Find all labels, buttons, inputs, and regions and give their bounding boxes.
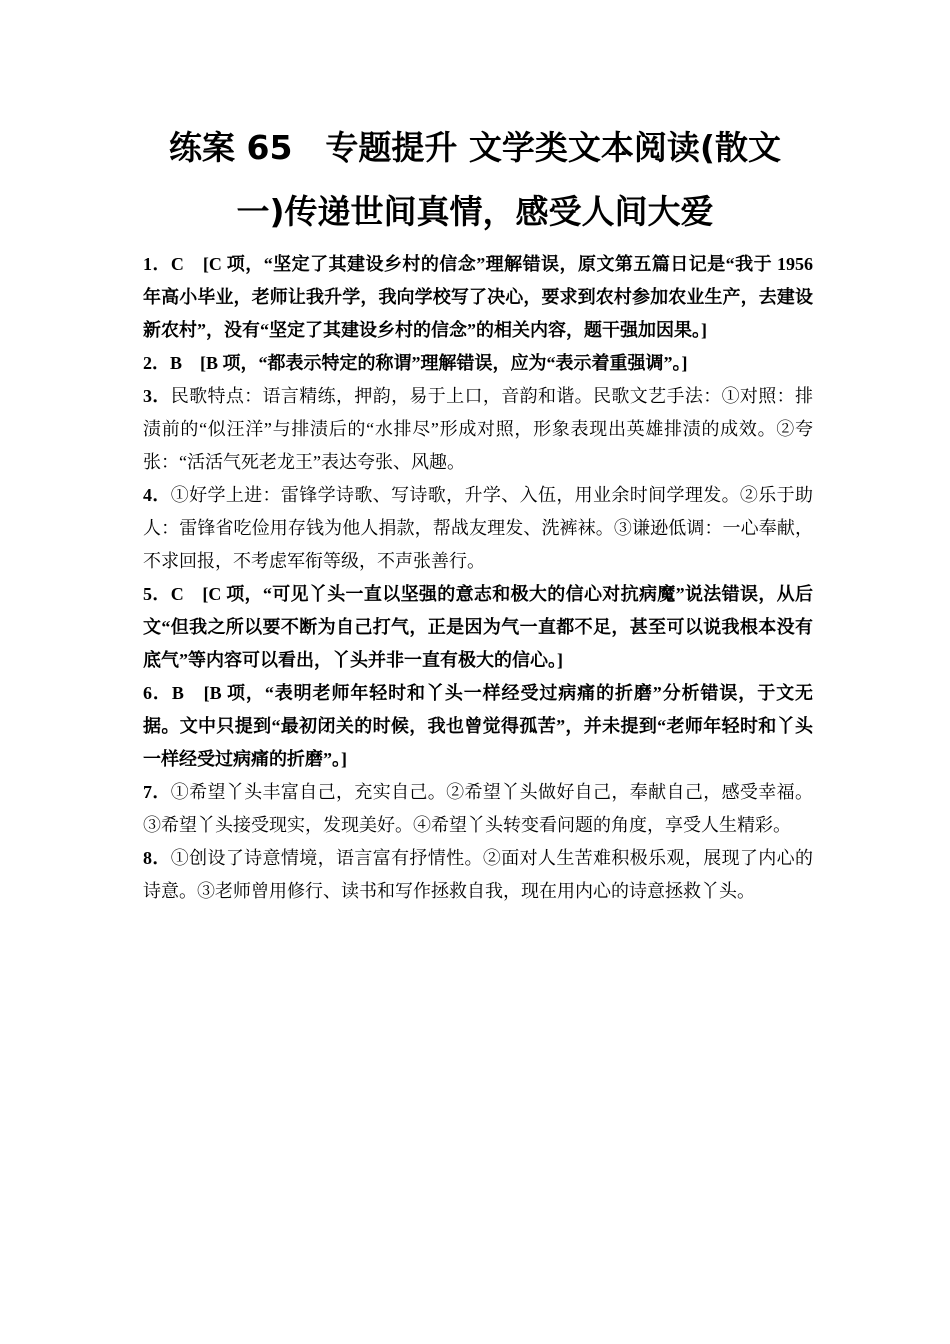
- answer-text: B [B 项，“都表示特定的称谓”理解错误，应为“表示着重强调”。]: [170, 353, 688, 373]
- answer-number: 6．: [143, 683, 172, 703]
- answer-text: C [C 项，“坚定了其建设乡村的信念”理解错误，原文第五篇日记是“我于 1956 年高小毕业，老师让我升学，我向学校写了决心，要求到农村参加农业生产，去建设新农村”，没有“坚定了其建设乡村的信念”的相关内容，题干强加因果。]: [143, 254, 813, 340]
- answer-number: 4．: [143, 485, 171, 505]
- answer-item-7: [143, 776, 813, 842]
- page-title-line-1: 练案 65 专题提升 文学类文本阅读(散文: [169, 128, 781, 167]
- answer-item-5: [143, 578, 813, 677]
- answer-text: B [B 项，“表明老师年轻时和丫头一样经受过病痛的折磨”分析错误，于文无据。文中只提到“最初闭关的时候，我也曾觉得孤苦”，并未提到“老师年轻时和丫头一样经受过病痛的折磨”。]: [143, 683, 813, 769]
- answer-item-1: [143, 248, 813, 347]
- answer-item-3: [143, 380, 813, 479]
- answer-number: 5．: [143, 584, 171, 604]
- answer-number: 8．: [143, 848, 171, 868]
- answer-text: 民歌特点：语言精练，押韵，易于上口，音韵和谐。民歌文艺手法：①对照：排渍前的“似汪洋”与排渍后的“水排尽”形成对照，形象表现出英雄排渍的成效。②夸张：“活活气死老龙王”表达夸张、风趣。: [143, 386, 814, 472]
- answer-item-6: [143, 677, 813, 776]
- answer-number: 1．: [143, 254, 171, 274]
- answer-item-2: [143, 347, 813, 380]
- answer-text: ①好学上进：雷锋学诗歌、写诗歌，升学、入伍，用业余时间学理发。②乐于助人：雷锋省吃俭用存钱为他人捐款，帮战友理发、洗裤袜。③谦逊低调：一心奉献，不求回报，不考虑军衔等级，不声张善行。: [143, 485, 814, 571]
- answer-text: ①创设了诗意情境，语言富有抒情性。②面对人生苦难积极乐观，展现了内心的诗意。③老师曾用修行、读书和写作拯救自我，现在用内心的诗意拯救丫头。: [143, 848, 814, 901]
- answer-text: C [C 项，“可见丫头一直以坚强的意志和极大的信心对抗病魔”说法错误，从后文“但我之所以要不断为自己打气，正是因为气一直都不足，甚至可以说我根本没有底气”等内容可以看出，丫头并非一直有极大的信心。]: [143, 584, 814, 670]
- answer-item-4: [143, 479, 813, 578]
- page-title-line-2: 一)传递世间真情，感受人间大爱: [236, 192, 714, 231]
- answer-number: 3．: [143, 386, 171, 406]
- answer-number: 7．: [143, 782, 171, 802]
- answer-text: ①希望丫头丰富自己，充实自己。②希望丫头做好自己，奉献自己，感受幸福。③希望丫头接受现实，发现美好。④希望丫头转变看问题的角度，享受人生精彩。: [143, 782, 814, 835]
- answer-item-8: [143, 842, 813, 908]
- answer-list: [143, 248, 813, 908]
- answer-number: 2．: [143, 353, 170, 373]
